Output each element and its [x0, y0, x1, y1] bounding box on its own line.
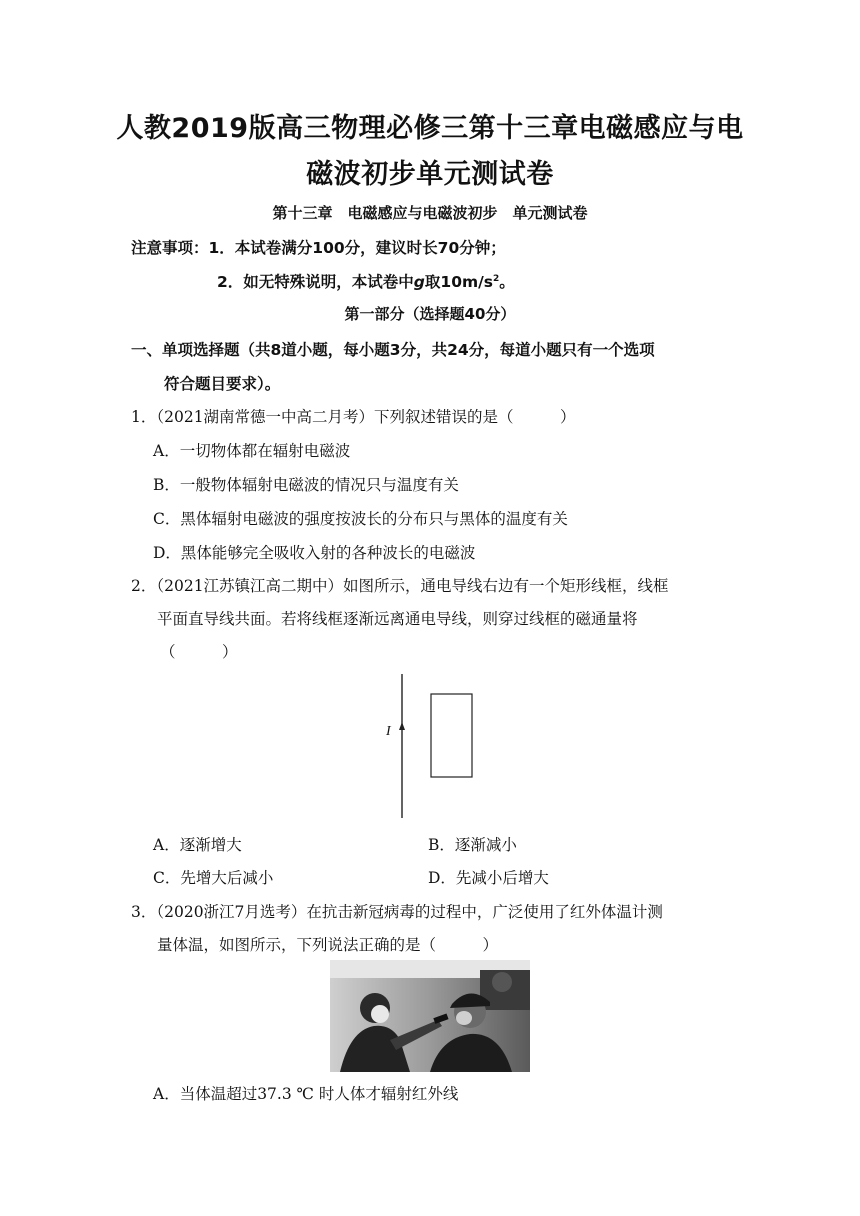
document-title-line-2: 磁波初步单元测试卷 — [306, 159, 554, 190]
question-3-option-a: A．当体温超过37.3 ℃ 时人体才辐射红外线 — [153, 1085, 459, 1103]
question-1-option-d: D．黑体能够完全吸收入射的各种波长的电磁波 — [153, 544, 476, 562]
question-2-option-d: D．先减小后增大 — [428, 869, 549, 887]
question-2-stem-line-2: 平面直导线共面。若将线框逐渐远离通电导线，则穿过线框的磁通量将 — [157, 610, 638, 628]
question-3-stem-line-2: 量体温，如图所示，下列说法正确的是（ ） — [157, 936, 499, 954]
notice-block — [131, 236, 506, 258]
question-2-option-b: B．逐渐减小 — [428, 836, 517, 854]
notice-item-2 — [217, 270, 515, 292]
notice-item-2-sup: 2 — [493, 273, 500, 284]
notice-item-2-g: g — [413, 273, 425, 291]
document-title-line-1: 人教2019版高三物理必修三第十三章电磁感应与电 — [116, 113, 744, 144]
question-1-option-c: C．黑体辐射电磁波的强度按波长的分布只与黑体的温度有关 — [153, 510, 568, 528]
wire-loop-figure — [380, 672, 480, 820]
notice-item-1: 1．本试卷满分100分，建议时长70分钟； — [208, 239, 506, 257]
notice-item-2-end: 。 — [499, 273, 515, 291]
notice-item-2-mid: 取10m/s — [424, 273, 494, 291]
current-arrow-icon — [399, 722, 405, 730]
thermometer-photo — [330, 960, 530, 1072]
document-subtitle: 第十三章 电磁感应与电磁波初步 单元测试卷 — [272, 204, 588, 222]
question-2-option-c: C．先增大后减小 — [153, 869, 274, 887]
notice-label: 注意事项： — [131, 239, 209, 257]
notice-item-2-prefix: 2．如无特殊说明，本试卷中 — [217, 273, 414, 291]
rectangular-loop — [431, 694, 472, 777]
question-2-option-a: A．逐渐增大 — [153, 836, 242, 854]
question-2-stem-line-1: 2．（2021江苏镇江高二期中）如图所示，通电导线右边有一个矩形线框，线框 — [131, 577, 669, 595]
section-heading-line-1: 一、单项选择题（共8道小题，每小题3分，共24分，每道小题只有一个选项 — [131, 341, 655, 359]
question-1-stem: 1．（2021湖南常德一中高二月考）下列叙述错误的是（ ） — [131, 408, 576, 426]
question-2-stem-line-3: （ ） — [160, 643, 238, 661]
question-3-stem-line-1: 3．（2020浙江7月选考）在抗击新冠病毒的过程中，广泛使用了红外体温计测 — [131, 903, 663, 921]
section-heading-line-2: 符合题目要求）。 — [164, 375, 281, 393]
current-label: I — [386, 724, 391, 739]
question-1-option-a: A．一切物体都在辐射电磁波 — [153, 442, 351, 460]
part-heading: 第一部分（选择题40分） — [344, 305, 516, 323]
question-1-option-b: B．一般物体辐射电磁波的情况只与温度有关 — [153, 476, 459, 494]
